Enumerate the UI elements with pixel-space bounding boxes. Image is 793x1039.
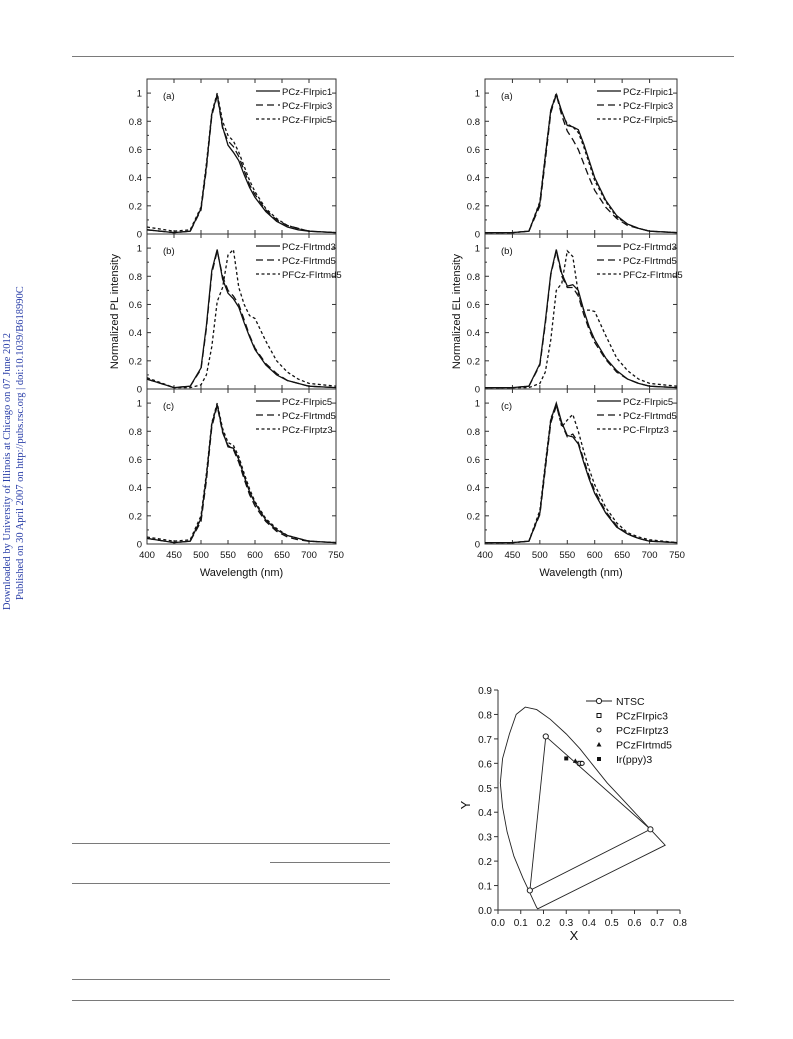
ntsc-vertex — [648, 827, 653, 832]
legend-label: PCz-FIrpic1 — [282, 87, 333, 98]
legend-label: PCz-FIrpic3 — [623, 101, 674, 112]
point-Ir(ppy)3 — [564, 756, 568, 760]
x-tick-label: 450 — [166, 550, 182, 561]
y-tick-label: 0 — [136, 539, 142, 551]
y-tick-label: 0 — [474, 229, 480, 241]
cie-x-tick-label: 0.7 — [650, 918, 665, 929]
x-tick-label: 400 — [477, 550, 493, 561]
el-panel-0 — [467, 79, 677, 241]
cie-spectral-locus — [500, 707, 665, 909]
cie-x-tick-label: 0.6 — [627, 918, 642, 929]
ntsc-vertex — [527, 888, 532, 893]
legend-label: PFCz-FIrtmd5 — [623, 270, 683, 281]
legend-label: PCz-FIrptz3 — [282, 425, 333, 436]
cie-x-tick-label: 0.3 — [559, 918, 574, 929]
cie-y-tick-label: 0.6 — [478, 759, 492, 771]
y-tick-label: 1 — [136, 88, 142, 100]
y-tick-label: 0.8 — [466, 116, 480, 128]
y-tick-label: 0.4 — [466, 483, 480, 495]
cie-y-tick-label: 0.1 — [478, 881, 492, 893]
x-tick-label: 700 — [301, 550, 317, 561]
panel-tag: (c) — [163, 401, 175, 412]
x-tick-label: 750 — [328, 550, 344, 561]
legend-marker — [597, 742, 602, 747]
x-tick-label: 550 — [559, 550, 576, 561]
el-panel-1 — [467, 234, 683, 396]
legend-label: PCz-FIrtmd3 — [623, 242, 677, 253]
cie-y-tick-label: 0.2 — [478, 857, 492, 869]
legend-label: PCz-FIrtmd5 — [282, 256, 336, 267]
y-tick-label: 0.6 — [466, 144, 480, 156]
cie-x-tick-label: 0.5 — [604, 918, 619, 929]
legend-label: PCz-FIrtmd5 — [282, 411, 336, 422]
cie-y-axis-label: Y — [458, 800, 473, 810]
y-tick-label: 0.2 — [466, 511, 480, 523]
x-tick-label: 650 — [274, 550, 290, 561]
cie-chart — [458, 686, 687, 943]
y-tick-label: 1 — [474, 398, 480, 410]
legend-label: PCz-FIrpic5 — [282, 115, 333, 126]
legend-label: PFCz-FIrtmd5 — [282, 270, 342, 281]
cie-x-axis-label: X — [569, 928, 579, 943]
legend-label: Ir(ppy)3 — [616, 754, 653, 766]
y-tick-label: 0.4 — [466, 328, 480, 340]
y-tick-label: 0.2 — [466, 201, 480, 213]
y-tick-label: 1 — [474, 243, 480, 255]
pl-y-axis-label: Normalized PL intensity — [109, 253, 121, 370]
x-tick-label: 750 — [669, 550, 685, 561]
pl-panel-0 — [129, 79, 336, 241]
y-tick-label: 0.6 — [128, 299, 142, 311]
y-tick-label: 0.8 — [466, 426, 480, 438]
ntsc-vertex — [543, 734, 548, 739]
y-tick-label: 0.2 — [128, 511, 142, 523]
y-tick-label: 0.6 — [466, 299, 480, 311]
y-tick-label: 0.4 — [128, 328, 142, 340]
legend-label: PCz-FIrtmd3 — [282, 242, 336, 253]
legend-label: PC-FIrptz3 — [623, 425, 669, 436]
y-tick-label: 0 — [474, 384, 480, 396]
y-tick-label: 0.2 — [128, 356, 142, 368]
x-tick-label: 700 — [641, 550, 658, 561]
point-PCzFIrptz3 — [580, 761, 584, 765]
legend-label: PCzFIrpic3 — [616, 710, 668, 723]
cie-y-tick-label: 0.7 — [478, 734, 492, 746]
panel-tag: (b) — [163, 246, 175, 257]
el-y-axis-label: Normalized EL intensity — [451, 253, 463, 370]
legend-label: PCz-FIrpic5 — [282, 397, 333, 408]
pl-x-axis-label: Wavelength (nm) — [199, 567, 284, 579]
y-tick-label: 0 — [136, 229, 142, 241]
panel-tag: (a) — [501, 91, 513, 102]
y-tick-label: 0 — [474, 539, 480, 551]
x-tick-label: 650 — [614, 550, 631, 561]
x-tick-label: 500 — [531, 550, 548, 561]
panel-tag: (b) — [501, 246, 513, 257]
el-panel-2 — [467, 389, 685, 561]
panel-tag: (a) — [163, 91, 175, 102]
y-tick-label: 0 — [136, 384, 142, 396]
y-tick-label: 0.4 — [466, 173, 480, 185]
legend-label: PCz-FIrtmd5 — [623, 256, 677, 267]
y-tick-label: 0.6 — [128, 144, 142, 156]
x-tick-label: 400 — [139, 550, 155, 561]
x-tick-label: 600 — [586, 550, 603, 561]
y-tick-label: 1 — [474, 88, 480, 100]
pl-panel-1 — [129, 234, 342, 396]
cie-x-tick-label: 0.8 — [673, 918, 687, 929]
cie-x-tick-label: 0.1 — [513, 918, 528, 929]
legend-marker — [597, 757, 601, 761]
y-tick-label: 0.8 — [128, 426, 142, 438]
cie-x-tick-label: 0.0 — [491, 918, 505, 929]
pl-panel-2 — [129, 389, 344, 561]
x-tick-label: 450 — [504, 550, 521, 561]
y-tick-label: 0.8 — [466, 271, 480, 283]
legend-label: PCz-FIrpic5 — [623, 115, 674, 126]
legend-label: PCz-FIrpic3 — [282, 101, 333, 112]
legend-marker — [597, 728, 601, 732]
panel-tag: (c) — [501, 401, 513, 412]
y-tick-label: 0.2 — [128, 201, 142, 213]
legend-ntsc-marker — [596, 698, 601, 703]
cie-y-tick-label: 0.5 — [478, 783, 492, 795]
y-tick-label: 0.4 — [128, 173, 142, 185]
legend-marker — [597, 714, 601, 718]
x-tick-label: 500 — [193, 550, 209, 561]
cie-y-tick-label: 0.4 — [478, 808, 492, 820]
download-notice: Downloaded by University of Illinois at Chicago on 07 June 2012 — [2, 332, 13, 610]
doi-notice: Published on 30 April 2007 on http://pubs.rsc.org | doi:10.1039/B618990C — [15, 286, 26, 600]
el-x-axis-label: Wavelength (nm) — [539, 567, 623, 579]
legend-label: NTSC — [616, 696, 645, 708]
cie-y-tick-label: 0.9 — [478, 686, 492, 697]
legend-label: PCzFIrptz3 — [616, 725, 669, 737]
x-tick-label: 550 — [220, 550, 236, 561]
y-tick-label: 0.2 — [466, 356, 480, 368]
cie-y-tick-label: 0.8 — [478, 710, 492, 722]
y-tick-label: 0.8 — [128, 116, 142, 128]
legend-label: PCz-FIrpic5 — [623, 397, 674, 408]
x-tick-label: 600 — [247, 550, 263, 561]
legend-label: PCz-FIrtmd5 — [623, 411, 677, 422]
legend-label: PCzFIrtmd5 — [616, 739, 673, 752]
y-tick-label: 0.6 — [128, 454, 142, 466]
cie-y-tick-label: 0.3 — [478, 832, 492, 844]
cie-x-tick-label: 0.2 — [536, 918, 551, 929]
y-tick-label: 1 — [136, 243, 142, 255]
y-tick-label: 0.8 — [128, 271, 142, 283]
y-tick-label: 0.6 — [466, 454, 480, 466]
legend-label: PCz-FIrpic1 — [623, 87, 674, 98]
cie-y-tick-label: 0.0 — [478, 906, 492, 917]
y-tick-label: 1 — [136, 398, 142, 410]
y-tick-label: 0.4 — [128, 483, 142, 495]
cie-x-tick-label: 0.4 — [582, 918, 596, 929]
